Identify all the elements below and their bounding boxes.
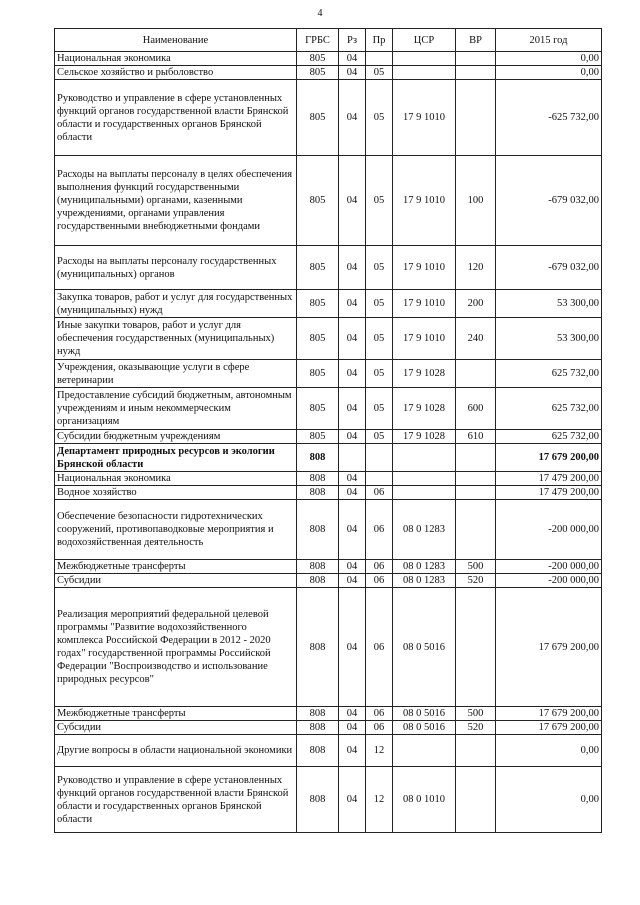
cell-pr: 06	[366, 560, 393, 574]
cell-csr	[393, 735, 456, 767]
cell-vr	[456, 360, 496, 388]
cell-name: Департамент природных ресурсов и экологии Брянской области	[55, 444, 297, 472]
cell-name: Расходы на выплаты персоналу в целях обеспечения выполнения функций государственными (муниципальными) органами, казенными учреждениями, органами управления государственными внебюджетными фондами	[55, 156, 297, 246]
cell-name: Предоставление субсидий бюджетным, автономным учреждениям и иным некоммерческим организациям	[55, 388, 297, 430]
header-name: Наименование	[55, 29, 297, 52]
cell-vr	[456, 588, 496, 707]
cell-amount: -200 000,00	[496, 500, 602, 560]
cell-rz: 04	[339, 246, 366, 290]
cell-vr: 200	[456, 290, 496, 318]
cell-grbs: 808	[297, 500, 339, 560]
table-row	[55, 574, 602, 588]
cell-rz: 04	[339, 80, 366, 156]
cell-pr: 05	[366, 156, 393, 246]
cell-name: Обеспечение безопасности гидротехнических сооружений, противопаводковые мероприятия и водохозяйственная деятельность	[55, 500, 297, 560]
cell-grbs: 808	[297, 574, 339, 588]
cell-vr: 120	[456, 246, 496, 290]
cell-grbs: 805	[297, 52, 339, 66]
cell-grbs: 805	[297, 360, 339, 388]
cell-amount: 0,00	[496, 735, 602, 767]
cell-vr: 600	[456, 388, 496, 430]
cell-amount: 0,00	[496, 66, 602, 80]
cell-pr: 05	[366, 66, 393, 80]
cell-pr: 05	[366, 318, 393, 360]
cell-amount: 17 679 200,00	[496, 588, 602, 707]
cell-amount: 17 679 200,00	[496, 721, 602, 735]
cell-pr: 06	[366, 500, 393, 560]
cell-rz: 04	[339, 360, 366, 388]
cell-rz: 04	[339, 588, 366, 707]
cell-rz: 04	[339, 560, 366, 574]
cell-amount: 0,00	[496, 767, 602, 833]
cell-name: Национальная экономика	[55, 52, 297, 66]
cell-csr	[393, 486, 456, 500]
cell-name: Руководство и управление в сфере установленных функций органов государственной власти Брянской области и государственных органов Брянской области	[55, 767, 297, 833]
cell-csr: 17 9 1010	[393, 318, 456, 360]
header-vr: ВР	[456, 29, 496, 52]
cell-csr: 08 0 5016	[393, 707, 456, 721]
cell-amount: 53 300,00	[496, 318, 602, 360]
budget-table	[54, 28, 602, 833]
cell-csr: 17 9 1028	[393, 430, 456, 444]
table-row	[55, 560, 602, 574]
cell-amount: -200 000,00	[496, 574, 602, 588]
cell-rz	[339, 444, 366, 472]
cell-name: Субсидии	[55, 721, 297, 735]
cell-rz: 04	[339, 735, 366, 767]
cell-amount: 625 732,00	[496, 388, 602, 430]
table-row	[55, 486, 602, 500]
cell-name: Руководство и управление в сфере установленных функций органов государственной власти Брянской области и государственных органов Брянской области	[55, 80, 297, 156]
table-row	[55, 318, 602, 360]
cell-rz: 04	[339, 486, 366, 500]
cell-grbs: 805	[297, 66, 339, 80]
cell-vr: 520	[456, 721, 496, 735]
cell-name: Реализация мероприятий федеральной целевой программы "Развитие водохозяйственного комплекса Российской Федерации в 2012 - 2020 годах" государственной программы Российской Федерации "Воспроизводство и использование природных ресурсов"	[55, 588, 297, 707]
table-row	[55, 80, 602, 156]
cell-grbs: 808	[297, 767, 339, 833]
cell-pr	[366, 52, 393, 66]
cell-pr	[366, 444, 393, 472]
cell-vr	[456, 472, 496, 486]
cell-csr: 08 0 5016	[393, 721, 456, 735]
cell-amount: 17 479 200,00	[496, 472, 602, 486]
cell-pr	[366, 472, 393, 486]
cell-rz: 04	[339, 388, 366, 430]
cell-pr: 05	[366, 290, 393, 318]
cell-name: Иные закупки товаров, работ и услуг для обеспечения государственных (муниципальных) нужд	[55, 318, 297, 360]
cell-vr: 100	[456, 156, 496, 246]
table-row	[55, 156, 602, 246]
cell-pr: 05	[366, 430, 393, 444]
cell-pr: 06	[366, 721, 393, 735]
cell-vr: 500	[456, 707, 496, 721]
cell-csr: 08 0 1010	[393, 767, 456, 833]
table-row	[55, 707, 602, 721]
cell-grbs: 808	[297, 588, 339, 707]
cell-name: Другие вопросы в области национальной экономики	[55, 735, 297, 767]
cell-grbs: 805	[297, 156, 339, 246]
cell-name: Субсидии бюджетным учреждениям	[55, 430, 297, 444]
cell-pr: 05	[366, 360, 393, 388]
header-grbs: ГРБС	[297, 29, 339, 52]
cell-pr: 05	[366, 388, 393, 430]
header-rz: Рз	[339, 29, 366, 52]
cell-rz: 04	[339, 156, 366, 246]
cell-rz: 04	[339, 721, 366, 735]
header-pr: Пр	[366, 29, 393, 52]
table-row	[55, 360, 602, 388]
cell-vr: 240	[456, 318, 496, 360]
cell-name: Субсидии	[55, 574, 297, 588]
cell-amount: 625 732,00	[496, 360, 602, 388]
cell-name: Сельское хозяйство и рыболовство	[55, 66, 297, 80]
cell-csr: 17 9 1010	[393, 290, 456, 318]
cell-name: Закупка товаров, работ и услуг для государственных (муниципальных) нужд	[55, 290, 297, 318]
cell-vr	[456, 500, 496, 560]
cell-csr: 17 9 1028	[393, 360, 456, 388]
cell-rz: 04	[339, 707, 366, 721]
cell-vr	[456, 486, 496, 500]
cell-name: Межбюджетные трансферты	[55, 707, 297, 721]
cell-pr: 06	[366, 574, 393, 588]
table-row	[55, 735, 602, 767]
cell-csr: 17 9 1010	[393, 156, 456, 246]
cell-vr	[456, 444, 496, 472]
cell-vr	[456, 767, 496, 833]
cell-grbs: 808	[297, 735, 339, 767]
cell-rz: 04	[339, 767, 366, 833]
cell-csr: 17 9 1010	[393, 80, 456, 156]
cell-grbs: 808	[297, 444, 339, 472]
cell-vr	[456, 80, 496, 156]
table-row	[55, 52, 602, 66]
cell-amount: -679 032,00	[496, 246, 602, 290]
cell-name: Расходы на выплаты персоналу государственных (муниципальных) органов	[55, 246, 297, 290]
cell-grbs: 805	[297, 290, 339, 318]
cell-grbs: 808	[297, 560, 339, 574]
cell-vr: 610	[456, 430, 496, 444]
cell-name: Межбюджетные трансферты	[55, 560, 297, 574]
cell-name: Водное хозяйство	[55, 486, 297, 500]
table-row	[55, 290, 602, 318]
table-row	[55, 246, 602, 290]
cell-rz: 04	[339, 52, 366, 66]
table-row	[55, 444, 602, 472]
cell-amount: 625 732,00	[496, 430, 602, 444]
cell-grbs: 808	[297, 472, 339, 486]
cell-grbs: 808	[297, 486, 339, 500]
cell-amount: 0,00	[496, 52, 602, 66]
cell-rz: 04	[339, 318, 366, 360]
cell-rz: 04	[339, 472, 366, 486]
cell-vr	[456, 52, 496, 66]
table-row	[55, 721, 602, 735]
cell-csr: 08 0 1283	[393, 560, 456, 574]
cell-rz: 04	[339, 500, 366, 560]
cell-amount: 53 300,00	[496, 290, 602, 318]
cell-amount: -679 032,00	[496, 156, 602, 246]
cell-grbs: 805	[297, 388, 339, 430]
table-row	[55, 767, 602, 833]
cell-csr	[393, 66, 456, 80]
cell-vr: 500	[456, 560, 496, 574]
table-row	[55, 588, 602, 707]
cell-csr	[393, 52, 456, 66]
cell-amount: -625 732,00	[496, 80, 602, 156]
cell-pr: 06	[366, 486, 393, 500]
cell-grbs: 805	[297, 80, 339, 156]
cell-name: Национальная экономика	[55, 472, 297, 486]
cell-csr	[393, 472, 456, 486]
header-amount: 2015 год	[496, 29, 602, 52]
header-csr: ЦСР	[393, 29, 456, 52]
cell-rz: 04	[339, 290, 366, 318]
table-row	[55, 66, 602, 80]
table-row	[55, 472, 602, 486]
cell-pr: 12	[366, 735, 393, 767]
cell-grbs: 808	[297, 721, 339, 735]
cell-vr	[456, 735, 496, 767]
cell-name: Учреждения, оказывающие услуги в сфере ветеринарии	[55, 360, 297, 388]
cell-csr: 08 0 1283	[393, 500, 456, 560]
cell-rz: 04	[339, 574, 366, 588]
cell-grbs: 805	[297, 246, 339, 290]
cell-amount: 17 679 200,00	[496, 707, 602, 721]
cell-grbs: 808	[297, 707, 339, 721]
cell-amount: 17 479 200,00	[496, 486, 602, 500]
cell-rz: 04	[339, 66, 366, 80]
cell-pr: 05	[366, 246, 393, 290]
cell-pr: 06	[366, 588, 393, 707]
cell-pr: 06	[366, 707, 393, 721]
cell-pr: 05	[366, 80, 393, 156]
cell-rz: 04	[339, 430, 366, 444]
cell-vr	[456, 66, 496, 80]
cell-amount: -200 000,00	[496, 560, 602, 574]
cell-grbs: 805	[297, 430, 339, 444]
cell-amount: 17 679 200,00	[496, 444, 602, 472]
cell-grbs: 805	[297, 318, 339, 360]
table-row	[55, 430, 602, 444]
cell-vr: 520	[456, 574, 496, 588]
cell-csr: 17 9 1028	[393, 388, 456, 430]
cell-csr: 08 0 1283	[393, 574, 456, 588]
cell-csr: 08 0 5016	[393, 588, 456, 707]
table-row	[55, 388, 602, 430]
cell-csr	[393, 444, 456, 472]
cell-csr: 17 9 1010	[393, 246, 456, 290]
cell-pr: 12	[366, 767, 393, 833]
table-header-row	[55, 29, 602, 52]
table-row	[55, 500, 602, 560]
page-number: 4	[317, 8, 323, 19]
